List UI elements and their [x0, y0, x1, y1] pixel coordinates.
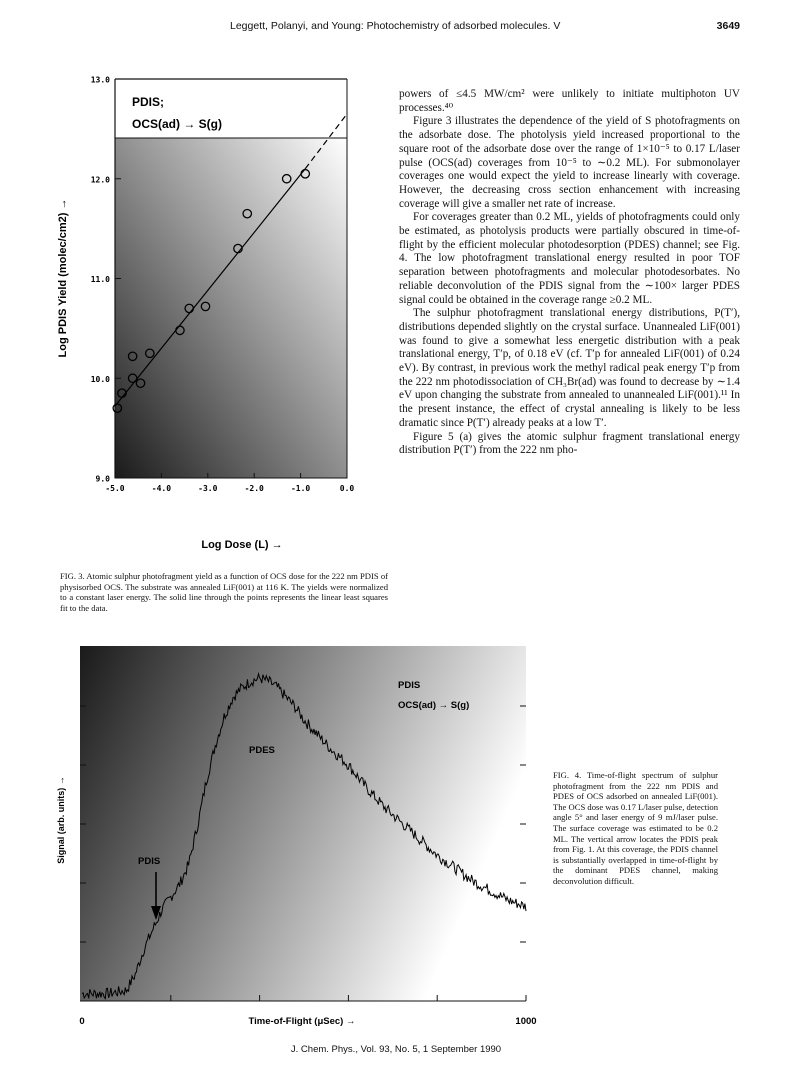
- x-tick-label: -4.0: [151, 484, 172, 493]
- x-tick-label: 0.0: [339, 484, 355, 493]
- page-number: 3649: [716, 20, 740, 32]
- fig3-title-2: OCS(ad) → S(g): [132, 117, 222, 131]
- body-text: [399, 88, 740, 458]
- figure-4-chart: [52, 640, 542, 1030]
- x-tick-label: -5.0: [105, 484, 125, 493]
- label-pdes: PDES: [249, 745, 275, 756]
- running-title: Leggett, Polanyi, and Young: Photochemistry of adsorbed molecules. V: [230, 20, 561, 32]
- x-tick-0: 0: [79, 1016, 85, 1027]
- x-tick-label: -2.0: [244, 484, 264, 493]
- paragraph-5: Figure 5 (a) gives the atomic sulphur fragment translational energy distribution P(T′) from the 222 nm pho-: [399, 430, 740, 457]
- y-tick-label: 13.0: [90, 75, 110, 85]
- paragraph-3: For coverages greater than 0.2 ML, yields of photofragments could only be estimated, as photolysis products were partially obscured in time-of-flight by the efficient molecular photodesorption (PDES) channel; see Fig. 4. The low photofragment translational energy resulted in poor TOF separation between photofragments and molecular photodesorbates. No reliable deconvolution of the PDIS signal from the ∼100× larger PDES signal could be obtained in the coverage range ≥0.2 ML.: [399, 211, 740, 306]
- y-tick-label: 11.0: [90, 275, 110, 284]
- paragraph-4: The sulphur photofragment translational energy distributions, P(T′), distributions depended slightly on the crystal surface. Unannealed LiF(001) was found to give a somewhat less energetic distribution with a peak translational energy, T′p, of 0.18 eV (cf. T′p for annealed LiF(001) of 0.24 eV). By contrast, in previous work the methyl radical peak energy T′p from the 222 nm photodissociation of CH₃Br(ad) was found to decrease by ∼1.4 eV upon changing the substrate from annealed to unannealed LiF(001).¹¹ In the present instance, the effect of crystal annealing is likely to be less dramatic since P(T′) already peaks at a low T′.: [399, 307, 740, 429]
- figure-3: [52, 60, 370, 560]
- label-reaction: OCS(ad) → S(g): [398, 700, 470, 711]
- label-pdis-top: PDIS: [398, 680, 421, 691]
- plot-shading: [115, 138, 347, 478]
- fig3-title-1: PDIS;: [132, 95, 165, 109]
- journal-footer: J. Chem. Phys., Vol. 93, No. 5, 1 September 1990: [290, 1044, 502, 1055]
- figure-4: [52, 640, 542, 1030]
- x-tick-label: -1.0: [290, 484, 311, 493]
- paragraph-1: powers of ≤4.5 MW/cm² were unlikely to initiate multiphoton UV processes.⁴⁰: [399, 88, 740, 114]
- figure-4-caption: FIG. 4. Time-of-flight spectrum of sulphur photofragment from the 222 nm PDIS and PDES of OCS adsorbed on annealed LiF(001). The OCS dose was 0.17 L/laser pulse, detection angle 5° and laser energy of 9 mJ/laser pulse. The surface coverage was estimated to be 0.2 ML. The vertical arrow locates the PDIS peak from Fig. 1. At this coverage, the PDIS channel is substantially overlapped in time-of-flight by the dominant PDES channel, making deconvolution difficult.: [553, 770, 718, 886]
- label-pdis-arrow: PDIS: [138, 856, 161, 867]
- x-tick-1000: 1000: [515, 1016, 537, 1027]
- y-tick-label: 10.0: [90, 374, 110, 384]
- x-tick-label: -3.0: [198, 484, 218, 493]
- figure-3-chart: [52, 60, 370, 560]
- y-tick-label: 12.0: [90, 175, 110, 185]
- fig3-y-axis-label: Log PDIS Yield (molec/cm2) →: [57, 198, 69, 358]
- fig3-x-axis-label: Log Dose (L) →: [201, 539, 283, 551]
- y-tick-label: 9.0: [95, 474, 110, 484]
- fig4-y-axis-label: Signal (arb. units) →: [56, 776, 66, 864]
- fig4-x-axis-label: Time-of-Flight (μSec) →: [248, 1016, 356, 1027]
- running-header: [60, 20, 740, 36]
- paragraph-2: Figure 3 illustrates the dependence of the yield of S photofragments on the adsorbate dose. The photolysis yield increased proportional to the square root of the adsorbate dose over the range of 1×10⁻⁵ to 0.17 L/laser pulse (OCS(ad) coverages from 10⁻⁵ to ∼0.2 ML). For submonolayer coverages one would expect the yield to increase linearly with coverage. However, the decreasing cross section enhancement with increasing coverage will give a smaller net rate of increase.: [399, 115, 740, 210]
- figure-3-caption: FIG. 3. Atomic sulphur photofragment yield as a function of OCS dose for the 222 nm PDIS of physisorbed OCS. The substrate was annealed LiF(001) at 116 K. The yields were normalized to a constant laser energy. The solid line through the points represents the linear least squares fit to the data.: [60, 571, 388, 613]
